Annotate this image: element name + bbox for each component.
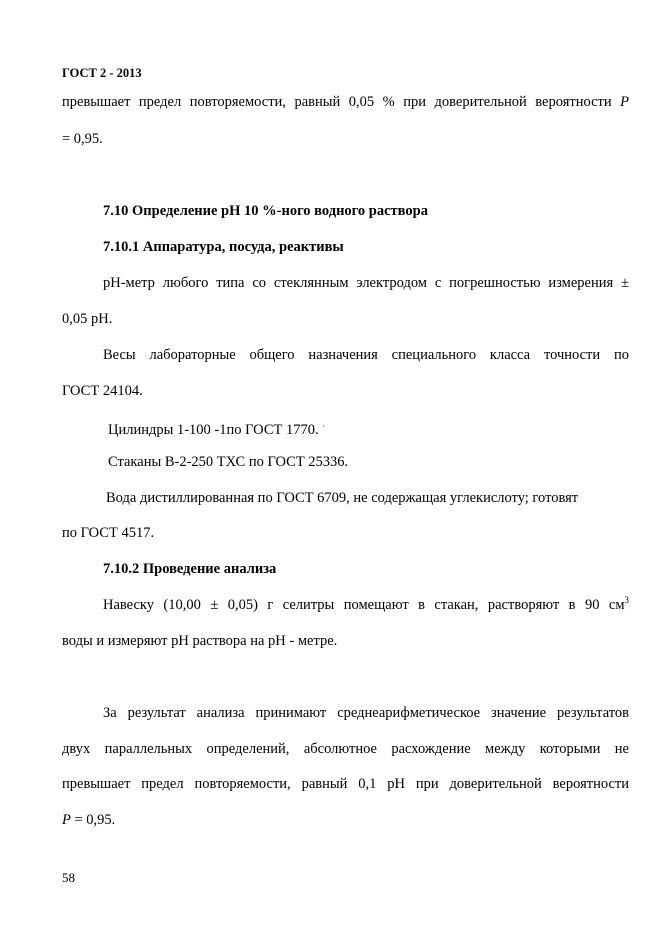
section-heading-7-10-1: 7.10.1 Аппаратура, посуда, реактивы — [103, 239, 344, 255]
section-heading-7-10-2: 7.10.2 Проведение анализа — [103, 561, 277, 577]
document-header: ГОСТ 2 - 2013 — [62, 66, 142, 80]
ph-meter-line-2: 0,05 pH. — [62, 311, 113, 327]
result-line-2: двух параллельных определений, абсолютное расхождение между которыми не — [62, 741, 629, 757]
intro-line-1 — [62, 93, 629, 111]
result-line-3: превышает предел повторяемости, равный 0,1 pH при доверительной вероятности — [62, 776, 629, 792]
sample-line-2: воды и измеряют pH раствора на pH - метре. — [62, 633, 338, 649]
section-heading-7-10: 7.10 Определение pH 10 %-ного водного раствора — [103, 203, 428, 219]
ph-meter-line-1: pH-метр любого типа со стеклянным электродом с погрешностью измерения ± — [103, 275, 629, 291]
cylinders-mark: · — [322, 421, 326, 431]
intro-text: превышает предел повторяемости, равный 0,05 % при доверительной вероятности — [62, 94, 612, 110]
intro-variable: P — [620, 94, 630, 110]
sample-line-1 — [103, 596, 629, 614]
page-number: 58 — [62, 870, 75, 885]
result-line-4 — [62, 811, 115, 829]
water-line-2: по ГОСТ 4517. — [62, 525, 155, 541]
water-line-1: Вода дистиллированная по ГОСТ 6709, не содержащая углекислоту; готовят — [106, 490, 579, 506]
cylinders-text: Цилиндры 1-100 -1по ГОСТ 1770. — [108, 422, 319, 438]
cubic-superscript: 3 — [624, 595, 629, 605]
result-value: = 0,95. — [70, 812, 116, 828]
beakers-line: Стаканы В-2-250 ТХС по ГОСТ 25336. — [108, 454, 349, 470]
sample-text: Навеску (10,00 ± 0,05) г селитры помещают в стакан, растворяют в 90 см — [103, 597, 625, 613]
scales-line-2: ГОСТ 24104. — [62, 383, 143, 399]
result-variable: P — [62, 812, 71, 828]
scales-line-1: Весы лабораторные общего назначения специального класса точности по — [103, 347, 629, 363]
result-line-1: За результат анализа принимают среднеарифметическое значение результатов — [103, 705, 629, 721]
cylinders-line — [108, 417, 325, 439]
intro-line-2: = 0,95. — [62, 131, 103, 147]
